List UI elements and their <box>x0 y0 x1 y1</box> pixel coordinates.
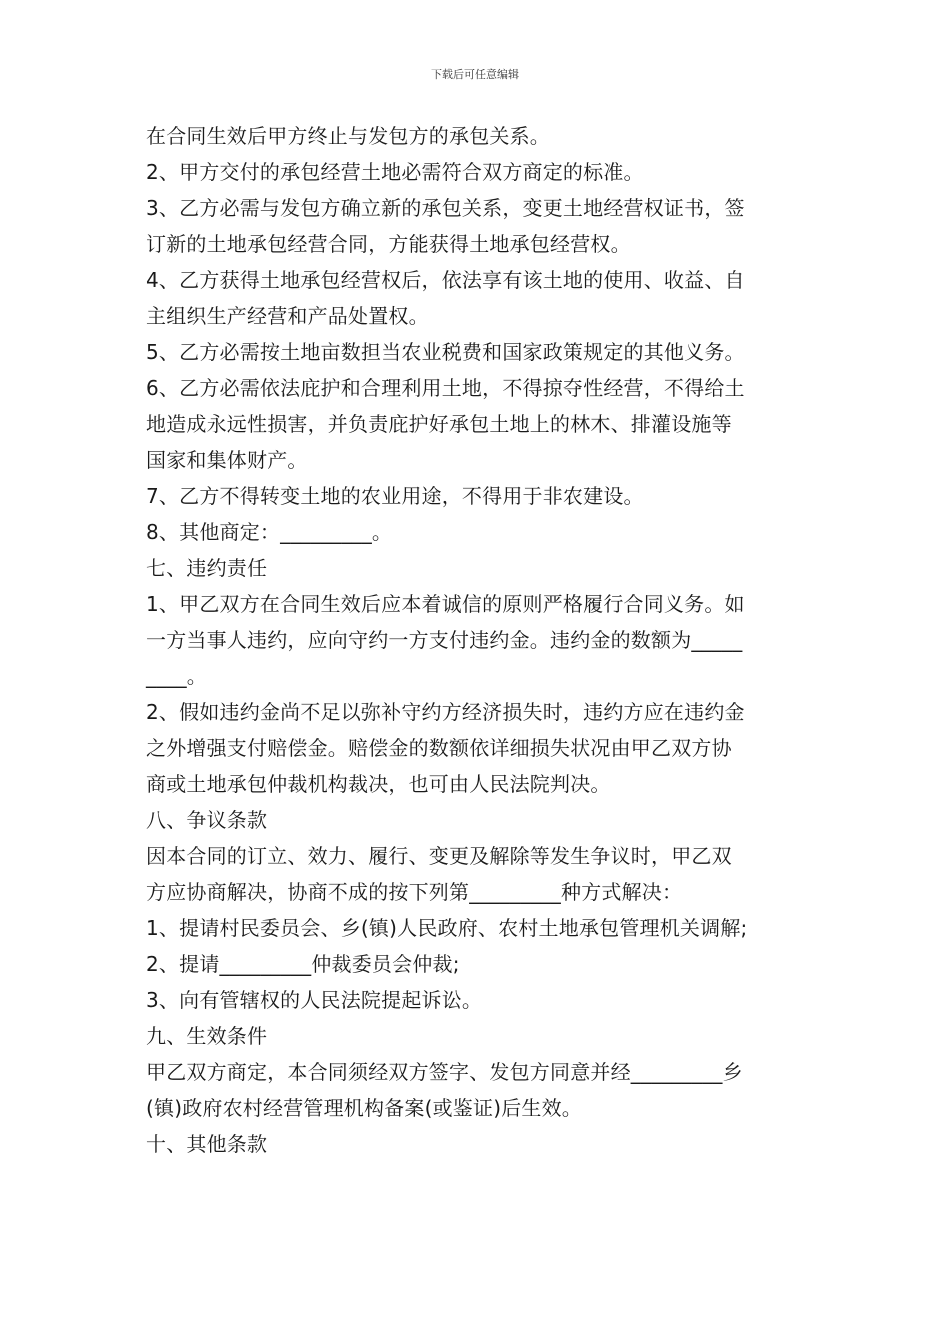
paragraph-line: 之外增强支付赔偿金。赔偿金的数额依详细损失状况由甲乙双方协 <box>146 736 732 760</box>
paragraph-line: 2、提请_________仲裁委员会仲裁; <box>146 952 460 976</box>
paragraph-line: 国家和集体财产。 <box>146 448 308 472</box>
paragraph-line: 在合同生效后甲方终止与发包方的承包关系。 <box>146 124 550 148</box>
paragraph-line: 地造成永远性损害，并负责庇护好承包土地上的林木、排灌设施等 <box>146 412 732 436</box>
paragraph-line: 4、乙方获得土地承包经营权后，依法享有该土地的使用、收益、自 <box>146 268 745 292</box>
paragraph-line: 1、甲乙双方在合同生效后应本着诚信的原则严格履行合同义务。如 <box>146 592 745 616</box>
paragraph-line: 3、乙方必需与发包方确立新的承包关系，变更土地经营权证书，签 <box>146 196 745 220</box>
paragraph-line: 8、其他商定：_________。 <box>146 520 393 544</box>
section-heading: 十、其他条款 <box>146 1132 268 1156</box>
paragraph-line: 方应协商解决，协商不成的按下列第_________种方式解决： <box>146 880 683 904</box>
paragraph-line: ____。 <box>146 664 207 688</box>
paragraph-line: 1、提请村民委员会、乡(镇)人民政府、农村土地承包管理机关调解; <box>146 916 748 940</box>
document-body <box>146 118 810 1162</box>
paragraph-line: (镇)政府农村经营管理机构备案(或鉴证)后生效。 <box>146 1096 583 1120</box>
paragraph-line: 2、甲方交付的承包经营土地必需符合双方商定的标准。 <box>146 160 644 184</box>
section-heading: 七、违约责任 <box>146 556 268 580</box>
paragraph-line: 商或土地承包仲裁机构裁决，也可由人民法院判决。 <box>146 772 611 796</box>
section-heading: 八、争议条款 <box>146 808 268 832</box>
paragraph-line: 一方当事人违约，应向守约一方支付违约金。违约金的数额为_____ <box>146 628 743 652</box>
paragraph-line: 7、乙方不得转变土地的农业用途，不得用于非农建设。 <box>146 484 644 508</box>
paragraph-line: 6、乙方必需依法庇护和合理利用土地，不得掠夺性经营，不得给土 <box>146 376 745 400</box>
paragraph-line: 2、假如违约金尚不足以弥补守约方经济损失时，违约方应在违约金 <box>146 700 745 724</box>
paragraph-line: 5、乙方必需按土地亩数担当农业税费和国家政策规定的其他义务。 <box>146 340 745 364</box>
paragraph-line: 订新的土地承包经营合同，方能获得土地承包经营权。 <box>146 232 631 256</box>
page-header: 下载后可任意编辑 <box>431 68 519 81</box>
section-heading: 九、生效条件 <box>146 1024 268 1048</box>
paragraph-line: 3、向有管辖权的人民法院提起诉讼。 <box>146 988 483 1012</box>
paragraph-line: 甲乙双方商定，本合同须经双方签字、发包方同意并经_________乡 <box>146 1060 743 1084</box>
paragraph-line: 主组织生产经营和产品处置权。 <box>146 304 429 328</box>
paragraph-line: 因本合同的订立、效力、履行、变更及解除等发生争议时，甲乙双 <box>146 844 732 868</box>
